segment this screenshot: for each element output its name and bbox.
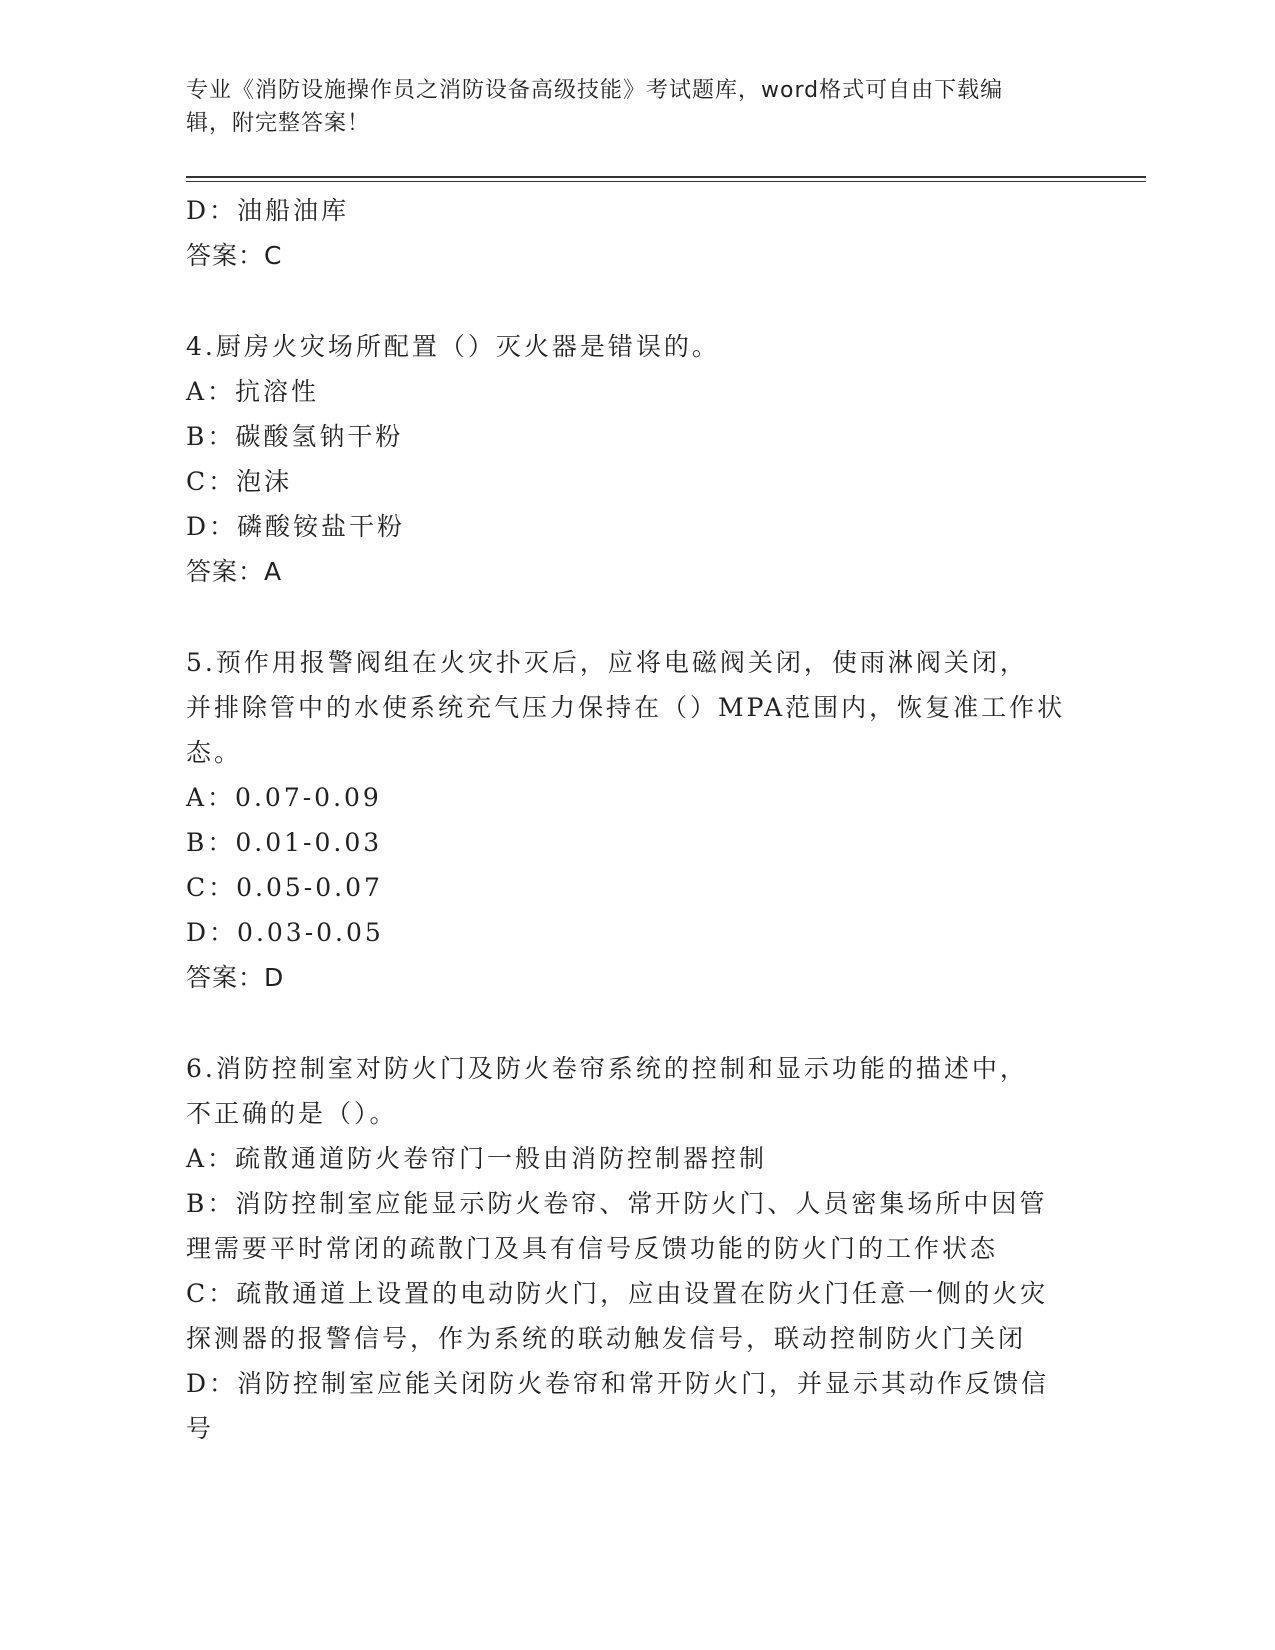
q5-stem-line-1: 5.预作用报警阀组在火灾扑灭后，应将电磁阀关闭，使雨淋阀关闭， [186, 648, 1028, 677]
q5-option-d: D：0.03-0.05 [186, 918, 384, 947]
question-4 [186, 324, 1086, 594]
q5-answer: 答案：D [186, 963, 285, 992]
q6-option-d-line-2: 号 [186, 1414, 215, 1443]
question-content [186, 188, 1086, 1451]
q5-stem-line-2: 并排除管中的水使系统充气压力保持在（）MPA范围内，恢复准工作状 [186, 693, 1066, 722]
q6-stem-line-1: 6.消防控制室对防火门及防火卷帘系统的控制和显示功能的描述中， [186, 1054, 1028, 1083]
q5-option-b: B：0.01-0.03 [186, 828, 383, 857]
q5-option-c: C：0.05-0.07 [186, 873, 383, 902]
q6-option-c-line-2: 探测器的报警信号，作为系统的联动触发信号，联动控制防火门关闭 [186, 1324, 1027, 1353]
header-rule-thin [186, 181, 1146, 182]
question-6 [186, 1046, 1086, 1451]
header-line-1: 专业《消防设施操作员之消防设备高级技能》考试题库，word格式可自由下载编 [186, 78, 1004, 103]
q4-option-d: D：磷酸铵盐干粉 [186, 512, 406, 541]
q6-option-a: A：疏散通道防火卷帘门一般由消防控制器控制 [186, 1144, 768, 1173]
header-rule-thick [186, 176, 1146, 178]
q4-stem: 4.厨房火灾场所配置（）灭火器是错误的。 [186, 332, 720, 361]
q5-option-a: A：0.07-0.09 [186, 783, 382, 812]
q6-option-c-line-1: C：疏散通道上设置的电动防火门，应由设置在防火门任意一侧的火灾 [186, 1279, 1049, 1308]
q4-option-b: B：碳酸氢钠干粉 [186, 422, 404, 451]
header-line-2: 辑，附完整答案！ [186, 111, 371, 136]
q5-stem-line-3: 态。 [186, 738, 243, 767]
q4-answer: 答案：A [186, 557, 283, 586]
q4-option-a: A：抗溶性 [186, 377, 320, 406]
question-5 [186, 640, 1086, 1000]
q6-option-d-line-1: D：消防控制室应能关闭防火卷帘和常开防火门，并显示其动作反馈信 [186, 1369, 1050, 1398]
q6-option-b-line-2: 理需要平时常闭的疏散门及具有信号反馈功能的防火门的工作状态 [186, 1234, 999, 1263]
page-header [186, 74, 1066, 140]
q6-option-b-line-1: B：消防控制室应能显示防火卷帘、常开防火门、人员密集场所中因管 [186, 1189, 1048, 1218]
q3-option-d: D：油船油库 [186, 196, 350, 225]
q4-option-c: C：泡沫 [186, 467, 293, 496]
q3-answer: 答案：C [186, 241, 283, 270]
q6-stem-line-2: 不正确的是（）。 [186, 1099, 398, 1128]
